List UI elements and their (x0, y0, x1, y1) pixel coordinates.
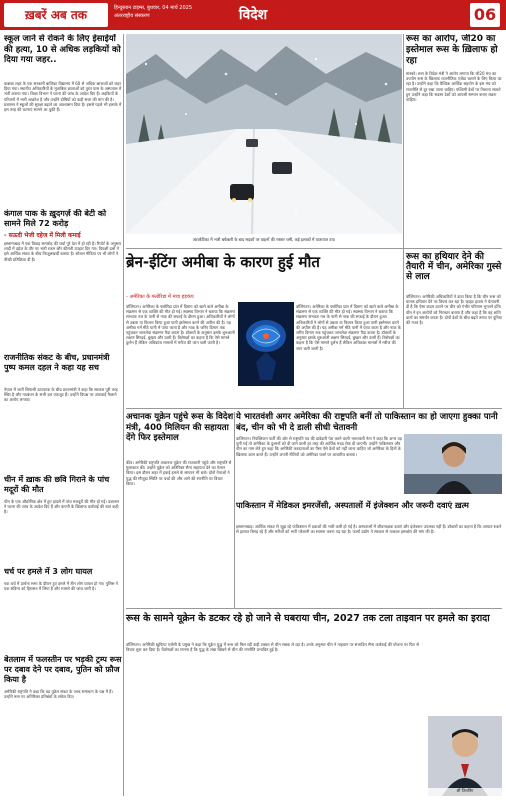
story2-kicker: - सऊदी भेजी दहेज में मिली कमाई (4, 232, 81, 239)
amoeba-kicker: - अमेरिका के फ्लोरिडा में मचा हड़कंप (126, 294, 194, 300)
story1-body: कबाबा शहर के एक सरकारी बालिका विद्यालय में 60 से अधिक छात्राओं को जहर दिया गया। स्थानीय अधिकारियों के मुताबिक छात्राओं को तुरंत पास के अस्पताल में भर्ती कराया गया। शिक्षा विभाग ने घटना की जांच के आदेश दिए हैं। लड़कियों के परिजनों में भारी आक्रोश है और उन्होंने दोषियों को कड़ी सजा की मांग की है। प्रशासन ने स्कूलों की सुरक्षा बढ़ाने का आश्वासन दिया है। इससे पहले भी इलाके में इस तरह की घटनाएं सामने आ चुकी हैं। (4, 81, 122, 113)
story4-headline: चीन में ख़ाक की छवि गिराने के पांच मदूरों की मौत (4, 475, 110, 494)
amoeba-body-cont: वॉशिंगटन। अमेरिका के फ्लोरिडा प्रांत में दिमाग को खाने वाले अमीबा के संक्रमण से एक व्यक्ति की मौत हो गई। स्वास्थ्य विभाग ने बताया कि संक्रमण संभवतः नल के पानी से नाक की सफाई के दौरान हुआ। अधिकारियों ने लोगों से उबला या फिल्टर किया हुआ पानी इस्तेमाल करने की अपील की है। यह अमीबा गर्म मीठे पानी में पाया जाता है और नाक के जरिए दिमाग तक पहुंचकर जानलेवा संक्रमण पैदा करता है। डॉक्टरों के अनुसार इसके शुरुआती लक्षण सिरदर्द, बुखार और उल्टी हैं। विशेषज्ञों का कहना है कि ऐसे मामले दुर्लभ हैं लेकिन अधिकांश मामलों में मरीज की जान चली जाती है। (296, 304, 401, 351)
story3-headline: राजनीतिक संकट के बीच, प्रधानमंत्री पुष्प कमल दहल ने कहा यह सच (4, 353, 110, 372)
section-title: विदेश (238, 7, 268, 23)
story6-headline: बेतलाम में फलस्तीन पर भड़की ट्रम्प रूस पर दबाव देने पर दबाव, पुतिन को फ़ौज किया है (4, 655, 122, 684)
story6-body: अमेरिकी राष्ट्रपति ने कहा कि वह यूक्रेन संकट के जल्द समाधान के पक्ष में हैं। उन्होंने रूस पर अतिरिक्त प्रतिबंधों के संकेत दिए। (4, 689, 113, 700)
section-divider (126, 408, 502, 409)
ukraine-visit-body: कीव। अमेरिकी राष्ट्रपति अचानक यूक्रेन की राजधानी पहुंचे और राष्ट्रपति से मुलाकात की। उन्होंने यूक्रेन को अतिरिक्त सैन्य सहायता देने का ऐलान किया। इस दौरान शहर में हवाई हमले के सायरन भी बजे। दोनों नेताओं ने युद्ध की मौजूदा स्थिति पर चर्चा की और आगे की रणनीति पर विचार किया। (126, 460, 232, 486)
amoeba-headline: ब्रेन-ईटिंग अमीबा के कारण हुई मौत (126, 253, 320, 271)
column-divider (403, 34, 404, 408)
us-president-body: वाशिंगटन। रिपब्लिकन पार्टी की ओर से राष्ट्रपति पद की दावेदारी पेश करने वाली भारतवंशी नेता ने कहा कि अगर वह चुनी गईं तो अमेरिका के दुश्मनों को दी जाने वाली हर तरह की आर्थिक मदद रोक दी जाएगी। उन्होंने पाकिस्तान और चीन का नाम लेते हुए कहा कि अमेरिकी करदाताओं का पैसा ऐसे देशों को नहीं जाना चाहिए जो अमेरिका के हितों के खिलाफ काम करते हैं। उन्होंने अपनी नीतियों को अमेरिका फर्स्ट पर आधारित बताया। (236, 436, 402, 457)
story5-body: एक चर्च में प्रार्थना सभा के दौरान हुए हमले में तीन लोग घायल हो गए। पुलिस ने एक संदिग्ध को हिरासत में लिया है और मामले की जांच जारी है। (4, 581, 118, 592)
ukraine-visit-headline: अचानक यूक्रेन पहुंचे रूस के विदेश मंत्री, 400 मिलियन की सहायता देंगे फिर इस्तेमाल (126, 412, 234, 443)
g20-headline: रूस का आरोप, जी20 का इस्तेमाल रूस के ख़िलाफ हो रहा (406, 34, 498, 66)
story4-body: चीन के एक औद्योगिक क्षेत्र में हुए हादसे में पांच मजदूरों की मौत हो गई। प्रशासन ने घटना की जांच के आदेश दिए हैं और कंपनी के खिलाफ कार्रवाई की बात कही है। (4, 499, 120, 515)
edition-date: हिन्दुस्तान टाइम्स, बुधवार, 04 मार्च 2025 (114, 5, 193, 11)
xi-jinping-image (428, 716, 502, 796)
column-divider (234, 412, 235, 608)
brain-image (238, 302, 294, 386)
china-arms-headline: रूस का हथियार देने की तैयारी में चीन, अमेरिका गुस्से से लाल (406, 252, 502, 282)
column-divider (123, 34, 124, 796)
left-column (4, 34, 122, 796)
pakistan-emergency-headline: पाकिस्तान में मेडिकल इमरजेंसी, अस्पतालों में इंजेक्शन और जरूरी दवाएं ख़त्म (236, 500, 469, 510)
story5-headline: चर्च पर हमले में 3 लोग घायल (4, 567, 93, 576)
photo-caption: अंटार्कटिका में भारी बर्फबारी के बाद सड़कों पर वाहनों की रफ्तार थमी, कई इलाकों में यातायात ठप। (192, 237, 336, 242)
right-top-story (406, 34, 502, 244)
edition-name: अंतरराष्ट्रीय संस्करण (114, 13, 150, 19)
newspaper-logo: ख़बरें अब तक (4, 3, 108, 27)
pakistan-emergency-body: इस्लामाबाद। आर्थिक संकट से जूझ रहे पाकिस्तान में दवाओं की भारी कमी हो गई है। अस्पतालों में जीवनरक्षक दवाएं और इंजेक्शन उपलब्ध नहीं हैं। डॉक्टरों का कहना है कि आयात रुकने से हालात बिगड़ रहे हैं और मरीजों को भारी परेशानी का सामना करना पड़ रहा है। फार्मा उद्योग ने सरकार से तत्काल हस्तक्षेप की मांग की है। (236, 524, 502, 535)
taiwan-body: वॉशिंगटन। अमेरिकी खुफिया एजेंसी के प्रमुख ने कहा कि यूक्रेन युद्ध में रूस को मिल रही कड़ी टक्कर से चीन सबक ले रहा है। उनके अनुसार चीन ने ताइवान पर संभावित सैन्य कार्रवाई की योजना पर फिर से विचार शुरू कर दिया है। विशेषज्ञों का मानना है कि युद्ध के लंबा खिंचने से चीन की रणनीति प्रभावित हुई है। (126, 642, 419, 653)
story2-headline: कंगाल पाक के ख़ुदगर्ज़ की बेटी को सामने मिले 72 करोड़ (4, 209, 107, 228)
story3-body: नेपाल में जारी सियासी उठापटक के बीच प्रधानमंत्री ने कहा कि सरकार पूरी तरह स्थिर है और गठबंधन के सभी दल एकजुट हैं। उन्होंने विपक्ष पर अफवाहें फैलाने का आरोप लगाया। (4, 387, 118, 403)
snow-scene-image (126, 34, 402, 234)
xi-photo-caption: शी जिनपिंग (428, 788, 502, 796)
politician-photo (404, 434, 502, 494)
g20-body: मास्को। रूस के विदेश मंत्री ने आरोप लगाया कि जी20 मंच का उपयोग रूस के खिलाफ राजनीतिक एजेंडा चलाने के लिए किया जा रहा है। उन्होंने कहा कि वैश्विक आर्थिक सहयोग के इस मंच को राजनीति से दूर रखा जाना चाहिए। पश्चिमी देशों पर निशाना साधते हुए उन्होंने कहा कि सदस्य देशों को आपसी सम्मान बनाए रखना चाहिए। (406, 71, 502, 103)
amoeba-body: वॉशिंगटन। अमेरिका के फ्लोरिडा प्रांत में दिमाग को खाने वाले अमीबा के संक्रमण से एक व्यक्ति की मौत हो गई। स्वास्थ्य विभाग ने बताया कि संक्रमण संभवतः नल के पानी से नाक की सफाई के दौरान हुआ। अधिकारियों ने लोगों से उबला या फिल्टर किया हुआ पानी इस्तेमाल करने की अपील की है। यह अमीबा गर्म मीठे पानी में पाया जाता है और नाक के जरिए दिमाग तक पहुंचकर जानलेवा संक्रमण पैदा करता है। डॉक्टरों के अनुसार इसके शुरुआती लक्षण सिरदर्द, बुखार और उल्टी हैं। विशेषज्ञों का कहना है कि ऐसे मामले दुर्लभ हैं लेकिन अधिकांश मामलों में मरीज की जान चली जाती है। (126, 304, 236, 346)
china-arms-body: वॉशिंगटन। अमेरिकी अधिकारियों ने दावा किया है कि चीन रूस को घातक हथियार देने पर विचार कर रहा है। व्हाइट हाउस ने चेतावनी दी है कि ऐसा कदम उठाने पर चीन को गंभीर परिणाम भुगतने होंगे। चीन ने इन आरोपों को निराधार बताया है और कहा है कि वह शांति वार्ता का समर्थन करता है। दोनों देशों के बीच बढ़ते तनाव पर दुनिया की नजर है। (406, 294, 502, 326)
page-header (0, 0, 506, 30)
snow-road-photo (126, 34, 402, 234)
politician-image (404, 434, 502, 494)
story1-headline: स्कूल जाने से रोकने के लिए ईसाईयों की हत्या, 10 से अधिक लड़कियों को दिया गया जहर.. (4, 34, 121, 65)
page-number: 06 (470, 3, 500, 27)
section-divider (126, 248, 502, 249)
brain-illustration (238, 302, 294, 386)
taiwan-headline: रूस के सामने यूक्रेन के डटकर रहे हो जाने से घबराया चीन, 2027 तक टला ताइवान पर हमले का इरादा (126, 613, 490, 624)
section-divider (126, 608, 502, 609)
us-president-headline: ये भारतवंशी अगर अमेरिका की राष्ट्रपति बनीं तो पाकिस्तान का हो जाएगा हुक्का पानी बंद, चीन को भी दे डाली सीधी चेतावनी (236, 412, 498, 433)
xi-jinping-photo (428, 716, 502, 796)
story2-body: इस्लामाबाद में एक विवाह समारोह की चर्चा पूरे देश में हो रही है। रिपोर्ट के अनुसार शादी में दहेज के तौर पर भारी रकम और कीमती उपहार दिए गए। विपक्षी दलों ने इसे आर्थिक संकट के बीच फिजूलखर्ची बताया है। सोशल मीडिया पर भी लोगों ने तीखी प्रतिक्रिया दी है। (4, 241, 122, 262)
